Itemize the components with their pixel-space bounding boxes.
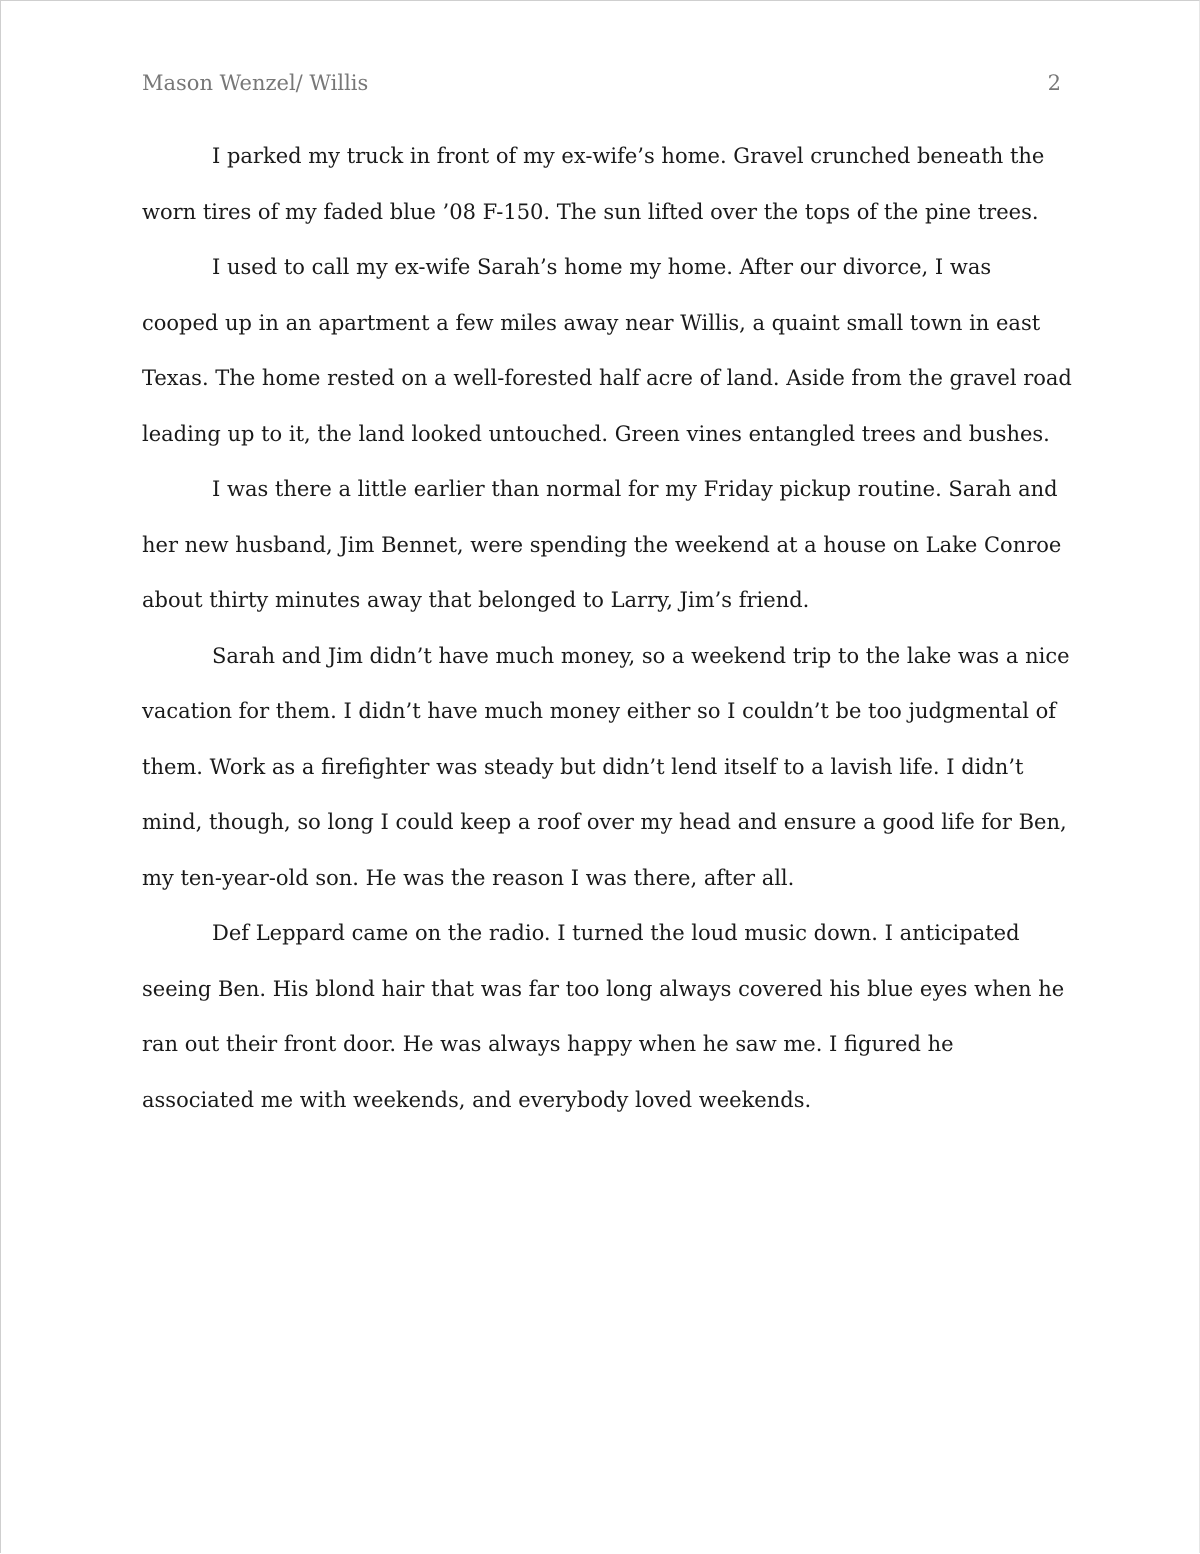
paragraph: I parked my truck in front of my ex-wife’s home. Gravel crunched beneath the worn tires of my faded blue ’08 F-150. The sun lifted over the tops of the pine trees. [142,144,1045,224]
paragraph: I used to call my ex-wife Sarah’s home my home. After our divorce, I was cooped up in an apartment a few miles away near Willis, a quaint small town in east Texas. The home rested on a well-forested half acre of land. Aside from the gravel road leading up to it, the land looked untouched. Green vines entangled trees and bushes. [142,255,1072,446]
paragraph: Def Leppard came on the radio. I turned the loud music down. I anticipated seeing Ben. His blond hair that was far too long always covered his blue eyes when he ran out their front door. He was always happy when he saw me. I figured he associated me with weekends, and everybody loved weekends. [142,921,1065,1112]
running-header [142,71,1061,101]
page-number: 2 [1047,71,1061,95]
paragraph: I was there a little earlier than normal for my Friday pickup routine. Sarah and her new husband, Jim Bennet, were spending the weekend at a house on Lake Conroe about thirty minutes away that belonged to Larry, Jim’s friend. [142,477,1062,612]
manuscript-body [142,129,1072,1128]
header-author: Mason Wenzel/ Willis [142,71,369,95]
paragraph: Sarah and Jim didn’t have much money, so a weekend trip to the lake was a nice vacation for them. I didn’t have much money either so I couldn’t be too judgmental of them. Work as a firefighter was steady but didn’t lend itself to a lavish life. I didn’t mind, though, so long I could keep a roof over my head and ensure a good life for Ben, my ten-year-old son. He was the reason I was there, after all. [142,643,1070,890]
